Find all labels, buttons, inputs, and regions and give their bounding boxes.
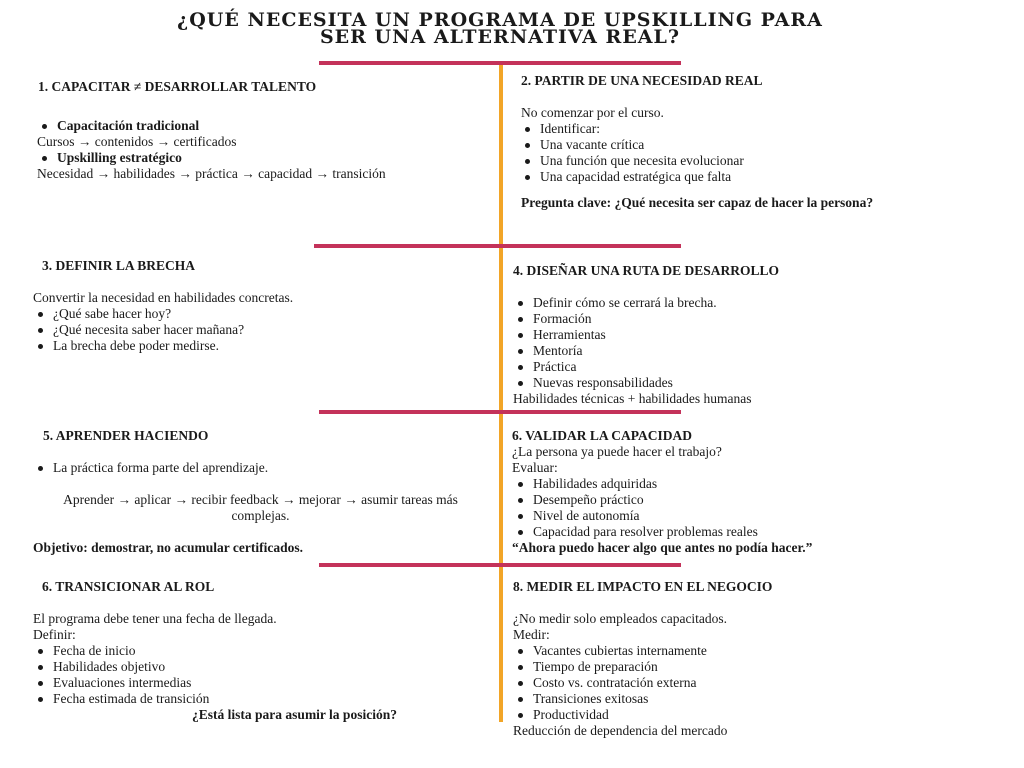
s8-bullet: Vacantes cubiertas internamente xyxy=(533,643,772,659)
s8-bullet: Productividad xyxy=(533,707,772,723)
s4-bullet: Mentoría xyxy=(533,343,779,359)
section-8 xyxy=(513,579,772,739)
s1-item2-label: Upskilling estratégico xyxy=(57,150,386,166)
s8-bullet: Transiciones exitosas xyxy=(533,691,772,707)
s7-bullet: Habilidades objetivo xyxy=(53,659,556,675)
s4-footer: Habilidades técnicas + habilidades humanas xyxy=(513,391,752,406)
s8-footer: Reducción de dependencia del mercado xyxy=(513,723,728,738)
section-5-heading: 5. APRENDER HACIENDO xyxy=(43,428,209,443)
s6-question: ¿La persona ya puede hacer el trabajo? xyxy=(512,444,722,459)
s7-define: Definir: xyxy=(33,627,76,642)
s8-measure: Medir: xyxy=(513,627,550,642)
s2-bullet: Identificar: xyxy=(540,121,873,137)
s7-closing: ¿Está lista para asumir la posición? xyxy=(192,707,397,722)
s4-bullet: Herramientas xyxy=(533,327,779,343)
s3-intro: Convertir la necesidad en habilidades concretas. xyxy=(33,290,294,305)
divider-row-2 xyxy=(314,244,681,248)
section-8-heading: 8. MEDIR EL IMPACTO EN EL NEGOCIO xyxy=(513,579,773,594)
s4-bullet: Práctica xyxy=(533,359,779,375)
section-4-heading: 4. DISEÑAR UNA RUTA DE DESARROLLO xyxy=(513,263,780,278)
section-5 xyxy=(33,428,488,556)
section-1 xyxy=(38,79,386,182)
s3-bullet: ¿Qué sabe hacer hoy? xyxy=(53,306,293,322)
section-2 xyxy=(521,73,873,211)
s2-key-question: Pregunta clave: ¿Qué necesita ser capaz de hacer la persona? xyxy=(521,195,874,210)
s8-intro: ¿No medir solo empleados capacitados. xyxy=(513,611,728,626)
section-2-heading: 2. PARTIR DE UNA NECESIDAD REAL xyxy=(521,73,763,88)
section-1-heading: 1. CAPACITAR ≠ DESARROLLAR TALENTO xyxy=(38,79,317,94)
s5-flow-line-1: Aprender → aplicar → recibir feedback → mejorar → asumir tareas más xyxy=(63,492,458,507)
section-4 xyxy=(513,263,779,407)
s3-bullet: ¿Qué necesita saber hacer mañana? xyxy=(53,322,293,338)
s7-bullet: Fecha estimada de transición xyxy=(53,691,556,707)
section-7 xyxy=(33,579,556,723)
page-title xyxy=(0,9,1000,48)
s6-bullet: Desempeño práctico xyxy=(533,492,812,508)
title-line-2: SER UNA ALTERNATIVA REAL? xyxy=(319,26,681,48)
section-7-heading: 6. TRANSICIONAR AL ROL xyxy=(42,579,215,594)
divider-row-4 xyxy=(319,563,681,567)
divider-top xyxy=(319,61,681,65)
s4-bullet: Formación xyxy=(533,311,779,327)
s5-bullet: La práctica forma parte del aprendizaje. xyxy=(53,460,488,476)
s1-item2-flow: Necesidad → habilidades → práctica → capacidad → transición xyxy=(37,166,386,181)
s1-item1-flow: Cursos → contenidos → certificados xyxy=(37,134,237,149)
s4-bullet: Definir cómo se cerrará la brecha. xyxy=(533,295,779,311)
s5-objective: Objetivo: demostrar, no acumular certificados. xyxy=(33,540,303,555)
s8-bullet: Tiempo de preparación xyxy=(533,659,772,675)
s3-bullet: La brecha debe poder medirse. xyxy=(53,338,293,354)
s6-quote: “Ahora puedo hacer algo que antes no podía hacer.” xyxy=(512,540,813,555)
title-line-1: ¿QUÉ NECESITA UN PROGRAMA DE UPSKILLING PARA xyxy=(177,9,823,31)
s6-evaluate: Evaluar: xyxy=(512,460,558,475)
s6-bullet: Nivel de autonomía xyxy=(533,508,812,524)
s8-bullet: Costo vs. contratación externa xyxy=(533,675,772,691)
s2-bullet: Una vacante crítica xyxy=(540,137,873,153)
s7-bullet: Fecha de inicio xyxy=(53,643,556,659)
s2-intro: No comenzar por el curso. xyxy=(521,105,664,120)
section-3-heading: 3. DEFINIR LA BRECHA xyxy=(42,258,196,273)
s6-bullet: Capacidad para resolver problemas reales xyxy=(533,524,812,540)
section-6 xyxy=(512,428,812,556)
s7-bullet: Evaluaciones intermedias xyxy=(53,675,556,691)
s5-flow-line-2: complejas. xyxy=(231,508,290,523)
s4-bullet: Nuevas responsabilidades xyxy=(533,375,779,391)
section-6-heading: 6. VALIDAR LA CAPACIDAD xyxy=(512,428,693,443)
s2-bullet: Una capacidad estratégica que falta xyxy=(540,169,873,185)
section-3 xyxy=(33,258,293,354)
s6-bullet: Habilidades adquiridas xyxy=(533,476,812,492)
s7-intro: El programa debe tener una fecha de llegada. xyxy=(33,611,277,626)
s2-bullet: Una función que necesita evolucionar xyxy=(540,153,873,169)
s1-item1-label: Capacitación tradicional xyxy=(57,118,386,134)
divider-row-3 xyxy=(319,410,681,414)
